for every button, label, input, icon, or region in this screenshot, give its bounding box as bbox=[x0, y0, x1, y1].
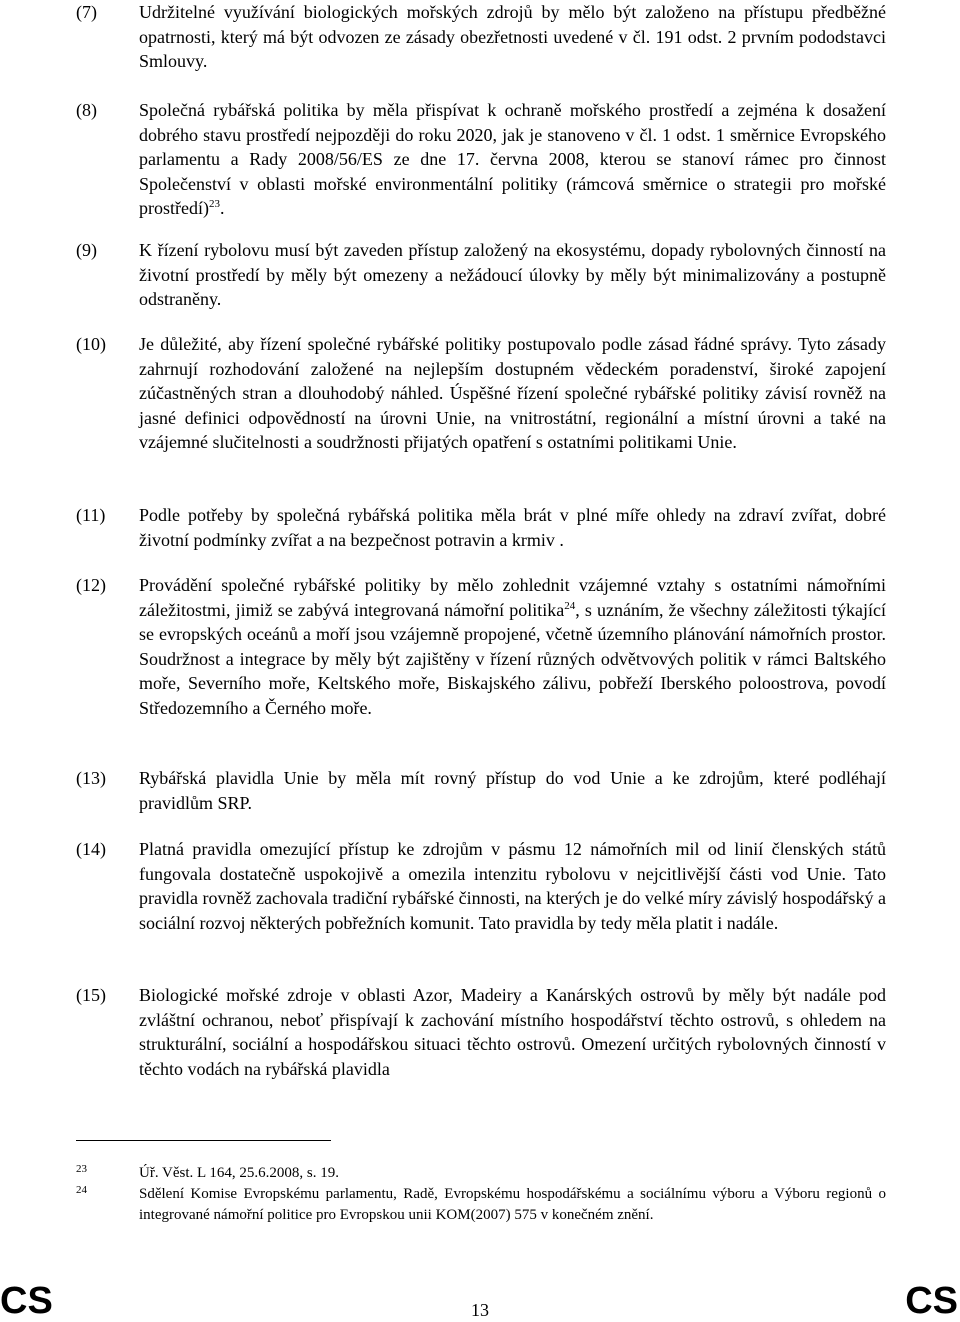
paragraph-text: Platná pravidla omezující přístup ke zdrojům v pásmu 12 námořních mil od linií členských států fungovala dostatečně uspokojivě a omezila intenzitu rybolovu v nejcitlivější části vod Unie. Tato pravidla rovněž zachovala tradiční rybářské činnosti, na kterých je do velké míry závislý hospodářský a sociální rozvoj některých pobřežních komunit. Tato pravidla by tedy měla platit i nadále. bbox=[139, 839, 886, 933]
paragraph-text: Udržitelné využívání biologických mořských zdrojů by mělo být založeno na přístupu předběžné opatrnosti, který má být odvozen ze zásady obezřetnosti uvedené v čl. 191 odst. 2 prvním pododstavci Smlouvy. bbox=[139, 2, 886, 71]
footnote-text: Sdělení Komise Evropskému parlamentu, Radě, Evropskému hospodářskému a sociálnímu výboru a Výboru regionů o integrované námořní politice pro Evropskou unii KOM(2007) 575 v konečném znění. bbox=[139, 1186, 886, 1223]
footnote-24 bbox=[76, 1184, 888, 1226]
paragraph-text: K řízení rybolovu musí být zaveden přístup založený na ekosystému, dopady rybolovných činností na životní prostředí by měly být omezeny a nežádoucí úlovky by měly být minimalizovány a postupně odstraněny. bbox=[139, 240, 886, 309]
footer-language-right: CS bbox=[905, 1280, 958, 1322]
paragraph-text: Je důležité, aby řízení společné rybářské politiky postupovalo podle zásad řádné správy. Tyto zásady zahrnují rozhodování založené na nejlepším dostupném vědeckém poradenství, široké zapojení zúčastněných stran a dlouhodobý náhled. Úspěšné řízení společné rybářské politiky závisí rovněž na jasné definici odpovědností na úrovni Unie, na vnitrostátní, regionální a místní úrovni a také na vzájemné slučitelnosti a soudržnosti přijatých opatření s ostatními politikami Unie. bbox=[139, 334, 886, 452]
paragraph-number: (8) bbox=[76, 100, 97, 120]
paragraph-15 bbox=[76, 983, 888, 1081]
paragraph-9 bbox=[76, 238, 888, 312]
footnote-number: 24 bbox=[76, 1184, 87, 1196]
paragraph-13 bbox=[76, 766, 888, 815]
paragraph-number: (9) bbox=[76, 240, 97, 260]
paragraph-12 bbox=[76, 573, 888, 720]
paragraph-8 bbox=[76, 98, 888, 221]
footnote-text: Úř. Věst. L 164, 25.6.2008, s. 19. bbox=[139, 1165, 339, 1181]
paragraph-number: (13) bbox=[76, 768, 106, 788]
paragraph-text bbox=[139, 573, 886, 720]
footnote-23 bbox=[76, 1163, 888, 1184]
footnote-ref-24[interactable]: 24 bbox=[564, 599, 576, 612]
paragraph-number: (14) bbox=[76, 839, 106, 859]
paragraph-14 bbox=[76, 837, 888, 935]
paragraph-number: (10) bbox=[76, 334, 106, 354]
paragraph-text-main: Provádění společné rybářské politiky by mělo zohlednit vzájemné vztahy s ostatními námořními záležitostmi, jimiž se zabývá integrovaná námořní politika bbox=[139, 575, 886, 620]
paragraph-number: (7) bbox=[76, 2, 97, 22]
paragraph-text-tail: . bbox=[219, 198, 225, 218]
footnote-number: 23 bbox=[76, 1163, 87, 1175]
paragraph-text bbox=[139, 98, 886, 221]
paragraph-number: (12) bbox=[76, 575, 106, 595]
footnote-ref-23[interactable]: 23 bbox=[208, 198, 220, 210]
page-number: 13 bbox=[471, 1300, 489, 1320]
footer-language-left: CS bbox=[0, 1280, 53, 1322]
paragraph-text-tail: , s uznáním, že všechny záležitosti týkající se evropských oceánů a moří jsou vzájemně propojené, včetně územního plánování námořních prostor. Soudržnost a integrace by měly být zajištěny v řízení různých odvětvových politik v rámci Baltského moře, Severního moře, Keltského moře, Biskajského zálivu, pobřeží Iberského poloostrova, povodí Středozemního a Černého moře. bbox=[139, 599, 886, 718]
paragraph-text: Biologické mořské zdroje v oblasti Azor, Madeiry a Kanárských ostrovů by měly být nadále pod zvláštní ochranou, neboť přispívají k zachování místního hospodářství těchto ostrovů, s ohledem na strukturální, sociální a hospodářskou situaci těchto ostrovů. Omezení určitých rybolovných činností v těchto vodách na rybářská plavidla bbox=[139, 985, 886, 1079]
paragraph-11 bbox=[76, 503, 888, 552]
paragraph-number: (11) bbox=[76, 505, 106, 525]
paragraph-text: Podle potřeby by společná rybářská politika měla brát v plné míře ohledy na zdraví zvířat, dobré životní podmínky zvířat a na bezpečnost potravin a krmiv . bbox=[139, 505, 886, 550]
paragraph-text-main: Společná rybářská politika by měla přispívat k ochraně mořského prostředí a zejména k dosažení dobrého stavu prostředí nejpozději do roku 2020, jak je stanoveno v čl. 1 odst. 1 směrnice Evropského parlamentu a Rady 2008/56/ES ze dne 17. června 2008, kterou se stanoví rámec pro činnost Společenství v oblasti mořské environmentální politiky (rámcová směrnice o strategii pro mořské prostředí) bbox=[139, 100, 886, 218]
paragraph-text: Rybářská plavidla Unie by měla mít rovný přístup do vod Unie a ke zdrojům, které podléhají pravidlům SRP. bbox=[139, 768, 886, 813]
paragraph-number: (15) bbox=[76, 985, 106, 1005]
paragraph-10 bbox=[76, 332, 888, 455]
paragraph-7 bbox=[76, 0, 888, 74]
footnote-separator bbox=[76, 1140, 331, 1141]
